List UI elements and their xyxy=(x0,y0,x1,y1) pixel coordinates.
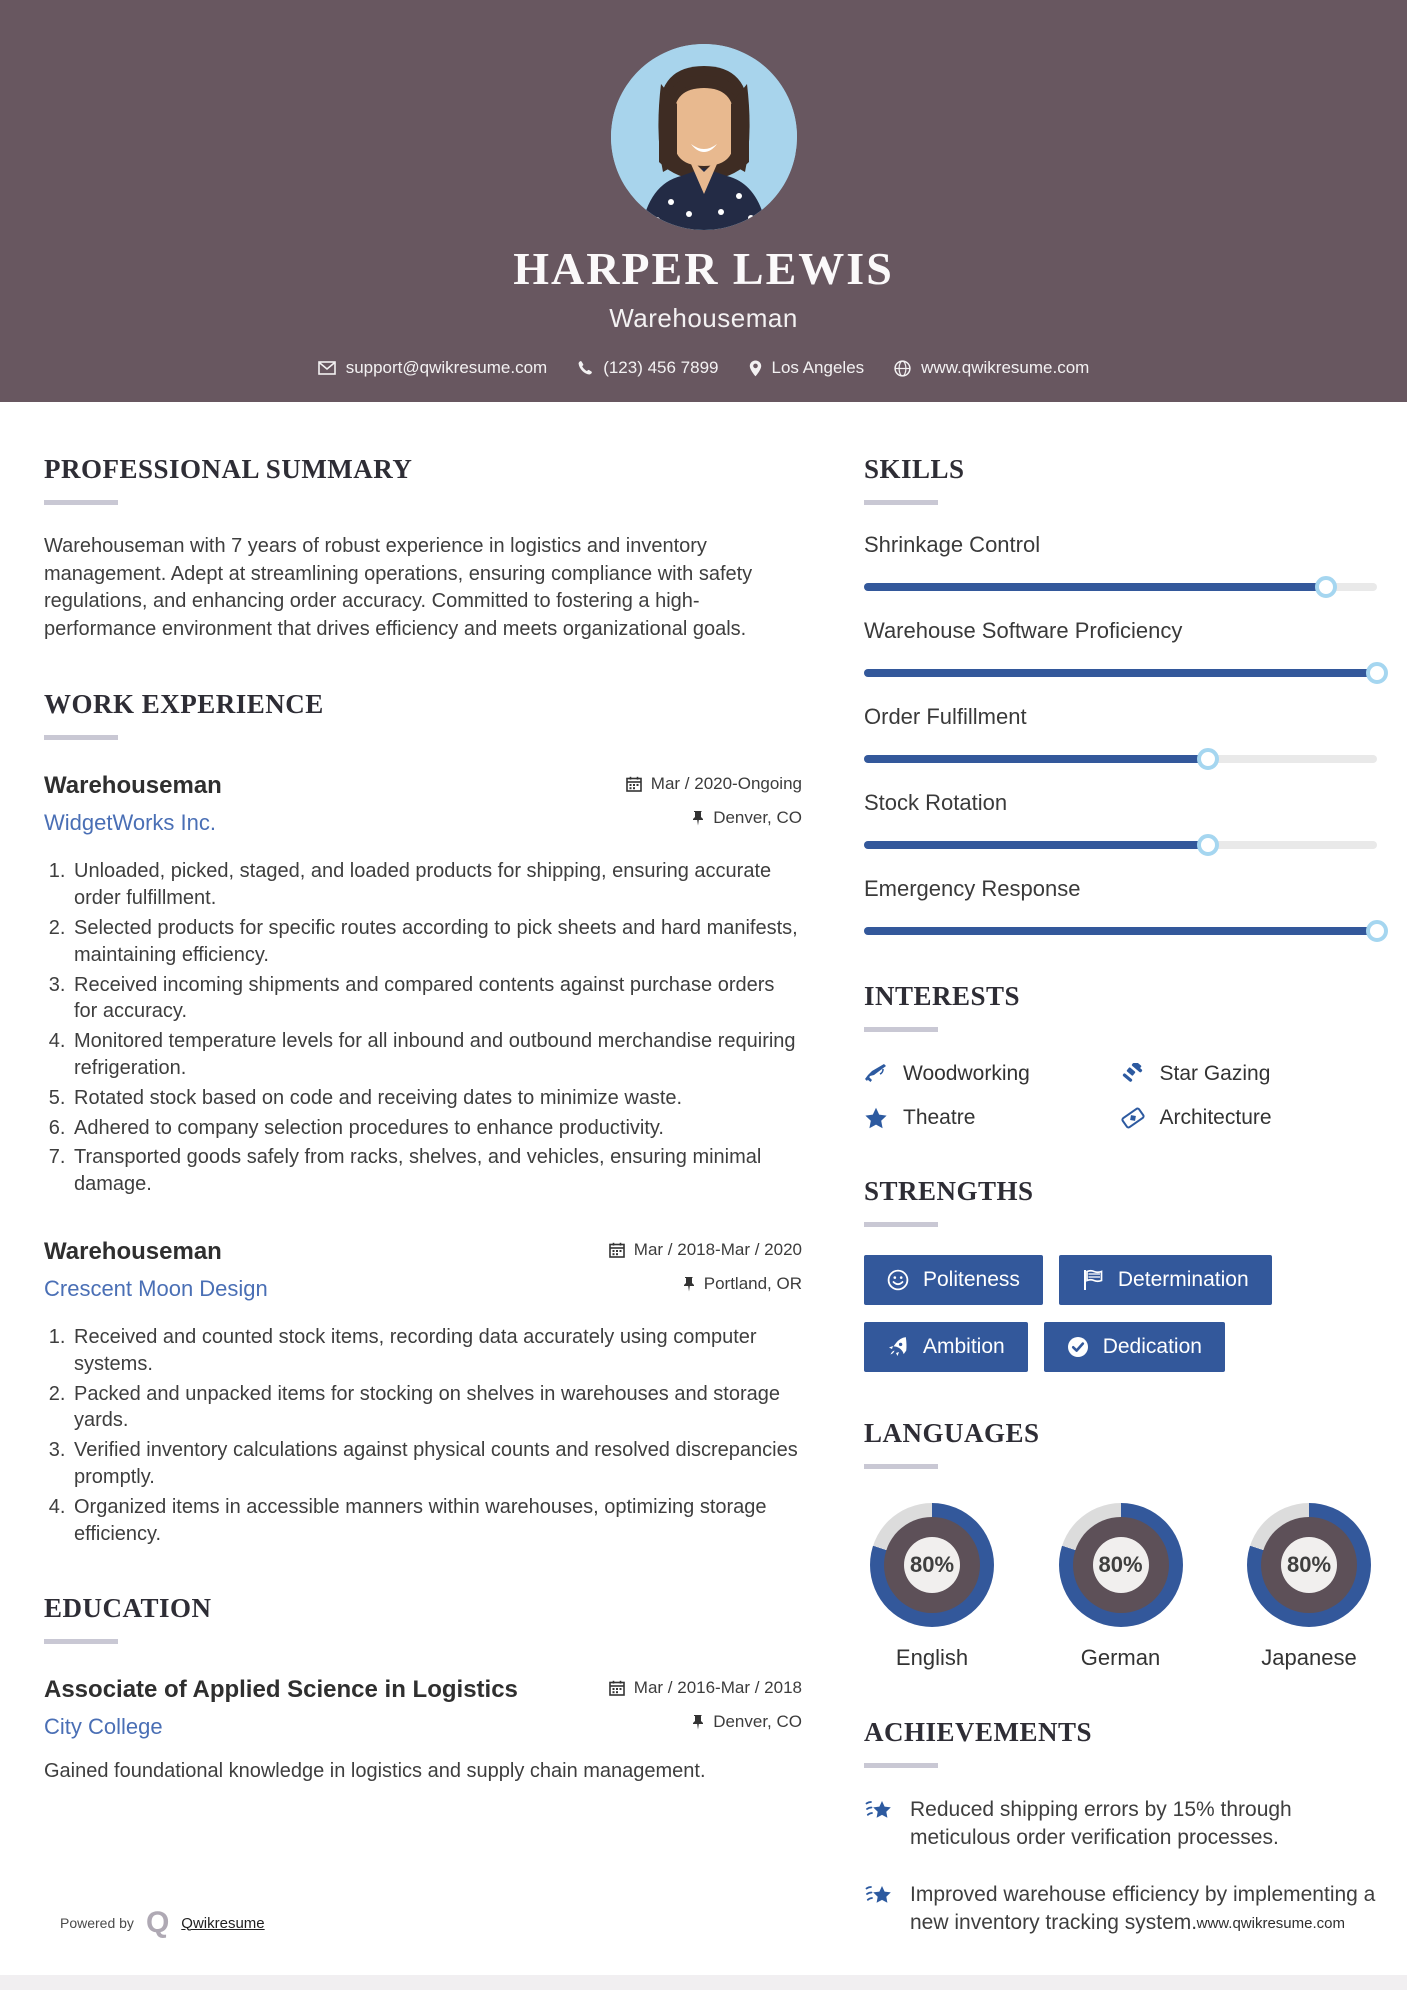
job-bullet: 4. Organized items in accessible manners within warehouses, optimizing storage efficiency. xyxy=(71,1494,802,1548)
main-content xyxy=(0,402,1407,1937)
gavel-icon xyxy=(1121,1063,1145,1085)
pushpin-icon xyxy=(692,1714,704,1730)
education-heading: EDUCATION xyxy=(44,1593,212,1624)
job-location: Portland, OR xyxy=(609,1274,802,1294)
school-link[interactable]: City College xyxy=(44,1714,163,1740)
job-dates: Mar / 2020-Ongoing xyxy=(626,774,802,794)
qwikresume-logo-icon: Q xyxy=(145,1906,170,1939)
language-item xyxy=(1059,1503,1183,1671)
job-bullet: 1. Received and counted stock items, recording data accurately using computer systems. xyxy=(71,1324,802,1378)
language-donut xyxy=(870,1503,994,1627)
strength-badge: Politeness xyxy=(864,1255,1043,1305)
contact-row xyxy=(0,358,1407,378)
star-icon xyxy=(864,1107,888,1129)
job-meta xyxy=(626,772,802,828)
job-bullet: 3. Received incoming shipments and compared contents against purchase orders for accuracy. xyxy=(71,972,802,1026)
heading-underline xyxy=(864,1027,938,1032)
summary-section xyxy=(44,454,802,643)
candidate-name: HARPER LEWIS xyxy=(513,243,894,294)
job-bullet: 4. Monitored temperature levels for all inbound and outbound merchandise requiring refrigeration. xyxy=(71,1028,802,1082)
slider-fill xyxy=(864,755,1208,763)
slider-handle xyxy=(1197,834,1219,856)
contact-phone: (123) 456 7899 xyxy=(577,358,718,378)
language-label: English xyxy=(895,1645,969,1670)
language-label: Japanese xyxy=(1261,1645,1357,1670)
donut-percent: 80% xyxy=(904,1537,960,1593)
languages-list xyxy=(864,1503,1377,1671)
avatar xyxy=(611,44,797,230)
slider-fill xyxy=(864,841,1208,849)
education-description: Gained foundational knowledge in logistics and supply chain management. xyxy=(44,1760,706,1783)
job-bullet: 7. Transported goods safely from racks, shelves, and vehicles, ensuring minimal damage. xyxy=(71,1144,802,1198)
strengths-list xyxy=(864,1255,1377,1372)
heading-underline xyxy=(44,500,118,505)
slider-fill xyxy=(864,927,1377,935)
job-company-link[interactable]: WidgetWorks Inc. xyxy=(44,810,216,836)
strengths-section xyxy=(864,1176,1377,1372)
contact-email[interactable]: support@qwikresume.com xyxy=(318,358,548,378)
skill-label: Stock Rotation xyxy=(864,790,1008,815)
language-item xyxy=(870,1503,994,1671)
strength-badge: Determination xyxy=(1059,1255,1272,1305)
skill-item xyxy=(864,618,1377,677)
right-column xyxy=(864,454,1377,1937)
language-donut xyxy=(1059,1503,1183,1627)
slider-fill xyxy=(864,583,1326,591)
achievement-item: Reduced shipping errors by 15% through meticulous order verification processes. xyxy=(864,1796,1377,1853)
job-title: Warehouseman xyxy=(44,1237,222,1265)
achievement-item: Improved warehouse efficiency by implementing a new inventory tracking system. xyxy=(864,1881,1377,1938)
job-bullet: 6. Adhered to company selection procedures to enhance productivity. xyxy=(71,1115,802,1142)
globe-icon xyxy=(894,360,911,377)
calendar-icon xyxy=(626,776,642,792)
education-section xyxy=(44,1593,802,1786)
interest-item: Theatre xyxy=(864,1106,1121,1130)
achievements-heading: ACHIEVEMENTS xyxy=(864,1717,1093,1747)
qwikresume-link[interactable]: Qwikresume xyxy=(181,1914,265,1932)
job-bullet-list xyxy=(44,1324,802,1547)
skills-heading: SKILLS xyxy=(864,454,965,484)
job-bullet: 3. Verified inventory calculations against physical counts and resolved discrepancies promptly. xyxy=(71,1437,802,1491)
heading-underline xyxy=(864,500,938,505)
strengths-heading: STRENGTHS xyxy=(864,1176,1034,1206)
heading-underline xyxy=(864,1763,938,1768)
skills-section xyxy=(864,454,1377,935)
location-pin-icon xyxy=(749,360,762,377)
calendar-icon xyxy=(609,1680,625,1696)
shooting-star-icon xyxy=(864,1798,894,1824)
check-circle-icon xyxy=(1067,1336,1089,1358)
megaphone-icon xyxy=(864,1063,888,1085)
skill-slider xyxy=(864,583,1377,591)
experience-section xyxy=(44,689,802,1547)
education-meta xyxy=(609,1676,802,1732)
skill-label: Warehouse Software Proficiency xyxy=(864,618,1183,643)
skill-label: Order Fulfillment xyxy=(864,704,1027,729)
job-bullet-list xyxy=(44,858,802,1198)
job-bullet: 5. Rotated stock based on code and receiving dates to minimize waste. xyxy=(71,1085,802,1112)
heading-underline xyxy=(44,735,118,740)
skill-label: Emergency Response xyxy=(864,876,1081,901)
job-bullet: 2. Selected products for specific routes according to pick sheets and hard manifests, maintaining efficiency. xyxy=(71,915,802,969)
slider-handle xyxy=(1197,748,1219,770)
skill-item xyxy=(864,704,1377,763)
interest-item: Woodworking xyxy=(864,1062,1121,1086)
skill-slider xyxy=(864,841,1377,849)
footer-website[interactable]: www.qwikresume.com xyxy=(1196,1914,1345,1932)
languages-heading: LANGUAGES xyxy=(864,1418,1040,1448)
bottom-strip xyxy=(0,1975,1407,1990)
shooting-star-icon xyxy=(864,1883,894,1909)
skill-item xyxy=(864,532,1377,591)
education-entry xyxy=(44,1676,802,1786)
slider-handle xyxy=(1366,920,1388,942)
contact-website[interactable]: www.qwikresume.com xyxy=(894,358,1089,378)
envelope-icon xyxy=(318,361,336,375)
pushpin-icon xyxy=(683,1276,695,1292)
ticket-icon xyxy=(1121,1107,1145,1129)
job-entry xyxy=(44,1238,802,1547)
interests-heading: INTERESTS xyxy=(864,981,1021,1011)
slider-handle xyxy=(1315,576,1337,598)
rocket-icon xyxy=(887,1336,909,1358)
flag-icon xyxy=(1082,1269,1104,1291)
strength-badge: Ambition xyxy=(864,1322,1028,1372)
footer xyxy=(0,1908,1407,1938)
job-entry xyxy=(44,772,802,1198)
footer-branding xyxy=(60,1908,265,1938)
smiley-icon xyxy=(887,1269,909,1291)
heading-underline xyxy=(864,1222,938,1227)
contact-location: Los Angeles xyxy=(749,358,865,378)
job-company-link[interactable]: Crescent Moon Design xyxy=(44,1275,268,1301)
summary-text: Warehouseman with 7 years of robust experience in logistics and inventory management. Adept at streamlining operations, ensuring compliance with safety regulations, and enhancing order accuracy. Committed to fostering a high-performance environment that drives efficiency and meets organizational goals. xyxy=(44,535,753,640)
heading-underline xyxy=(44,1639,118,1644)
candidate-title: Warehouseman xyxy=(609,303,798,333)
header-band xyxy=(0,0,1407,402)
education-dates: Mar / 2016-Mar / 2018 xyxy=(609,1678,802,1698)
job-location: Denver, CO xyxy=(626,808,802,828)
skill-item xyxy=(864,790,1377,849)
language-donut xyxy=(1247,1503,1371,1627)
interests-section xyxy=(864,981,1377,1130)
donut-percent: 80% xyxy=(1281,1537,1337,1593)
job-title: Warehouseman xyxy=(44,772,222,800)
education-header xyxy=(44,1676,802,1740)
languages-section xyxy=(864,1418,1377,1671)
achievements-section xyxy=(864,1717,1377,1937)
donut-percent: 80% xyxy=(1093,1537,1149,1593)
job-header xyxy=(44,772,802,836)
skill-item xyxy=(864,876,1377,935)
experience-heading: WORK EXPERIENCE xyxy=(44,689,324,720)
interest-item: Architecture xyxy=(1121,1106,1378,1130)
degree-title: Associate of Applied Science in Logistics xyxy=(44,1676,518,1704)
heading-underline xyxy=(864,1464,938,1469)
slider-handle xyxy=(1366,662,1388,684)
job-bullet: 1. Unloaded, picked, staged, and loaded products for shipping, ensuring accurate order fulfillment. xyxy=(71,858,802,912)
interest-item: Star Gazing xyxy=(1121,1062,1378,1086)
powered-by-label: Powered by xyxy=(60,1915,134,1931)
slider-fill xyxy=(864,669,1377,677)
language-label: German xyxy=(1080,1645,1161,1670)
pushpin-icon xyxy=(692,810,704,826)
skill-slider xyxy=(864,755,1377,763)
job-dates: Mar / 2018-Mar / 2020 xyxy=(609,1240,802,1260)
summary-heading: PROFESSIONAL SUMMARY xyxy=(44,454,413,484)
language-item xyxy=(1247,1503,1371,1671)
strength-badge: Dedication xyxy=(1044,1322,1225,1372)
education-location: Denver, CO xyxy=(609,1712,802,1732)
phone-icon xyxy=(577,360,593,376)
job-bullet: 2. Packed and unpacked items for stocking on shelves in warehouses and storage yards. xyxy=(71,1381,802,1435)
avatar-illustration xyxy=(611,44,797,230)
left-column xyxy=(44,454,802,1937)
skill-slider xyxy=(864,669,1377,677)
job-header xyxy=(44,1238,802,1302)
calendar-icon xyxy=(609,1242,625,1258)
skill-slider xyxy=(864,927,1377,935)
interests-grid xyxy=(864,1062,1377,1130)
skill-label: Shrinkage Control xyxy=(864,532,1041,557)
job-meta xyxy=(609,1238,802,1294)
